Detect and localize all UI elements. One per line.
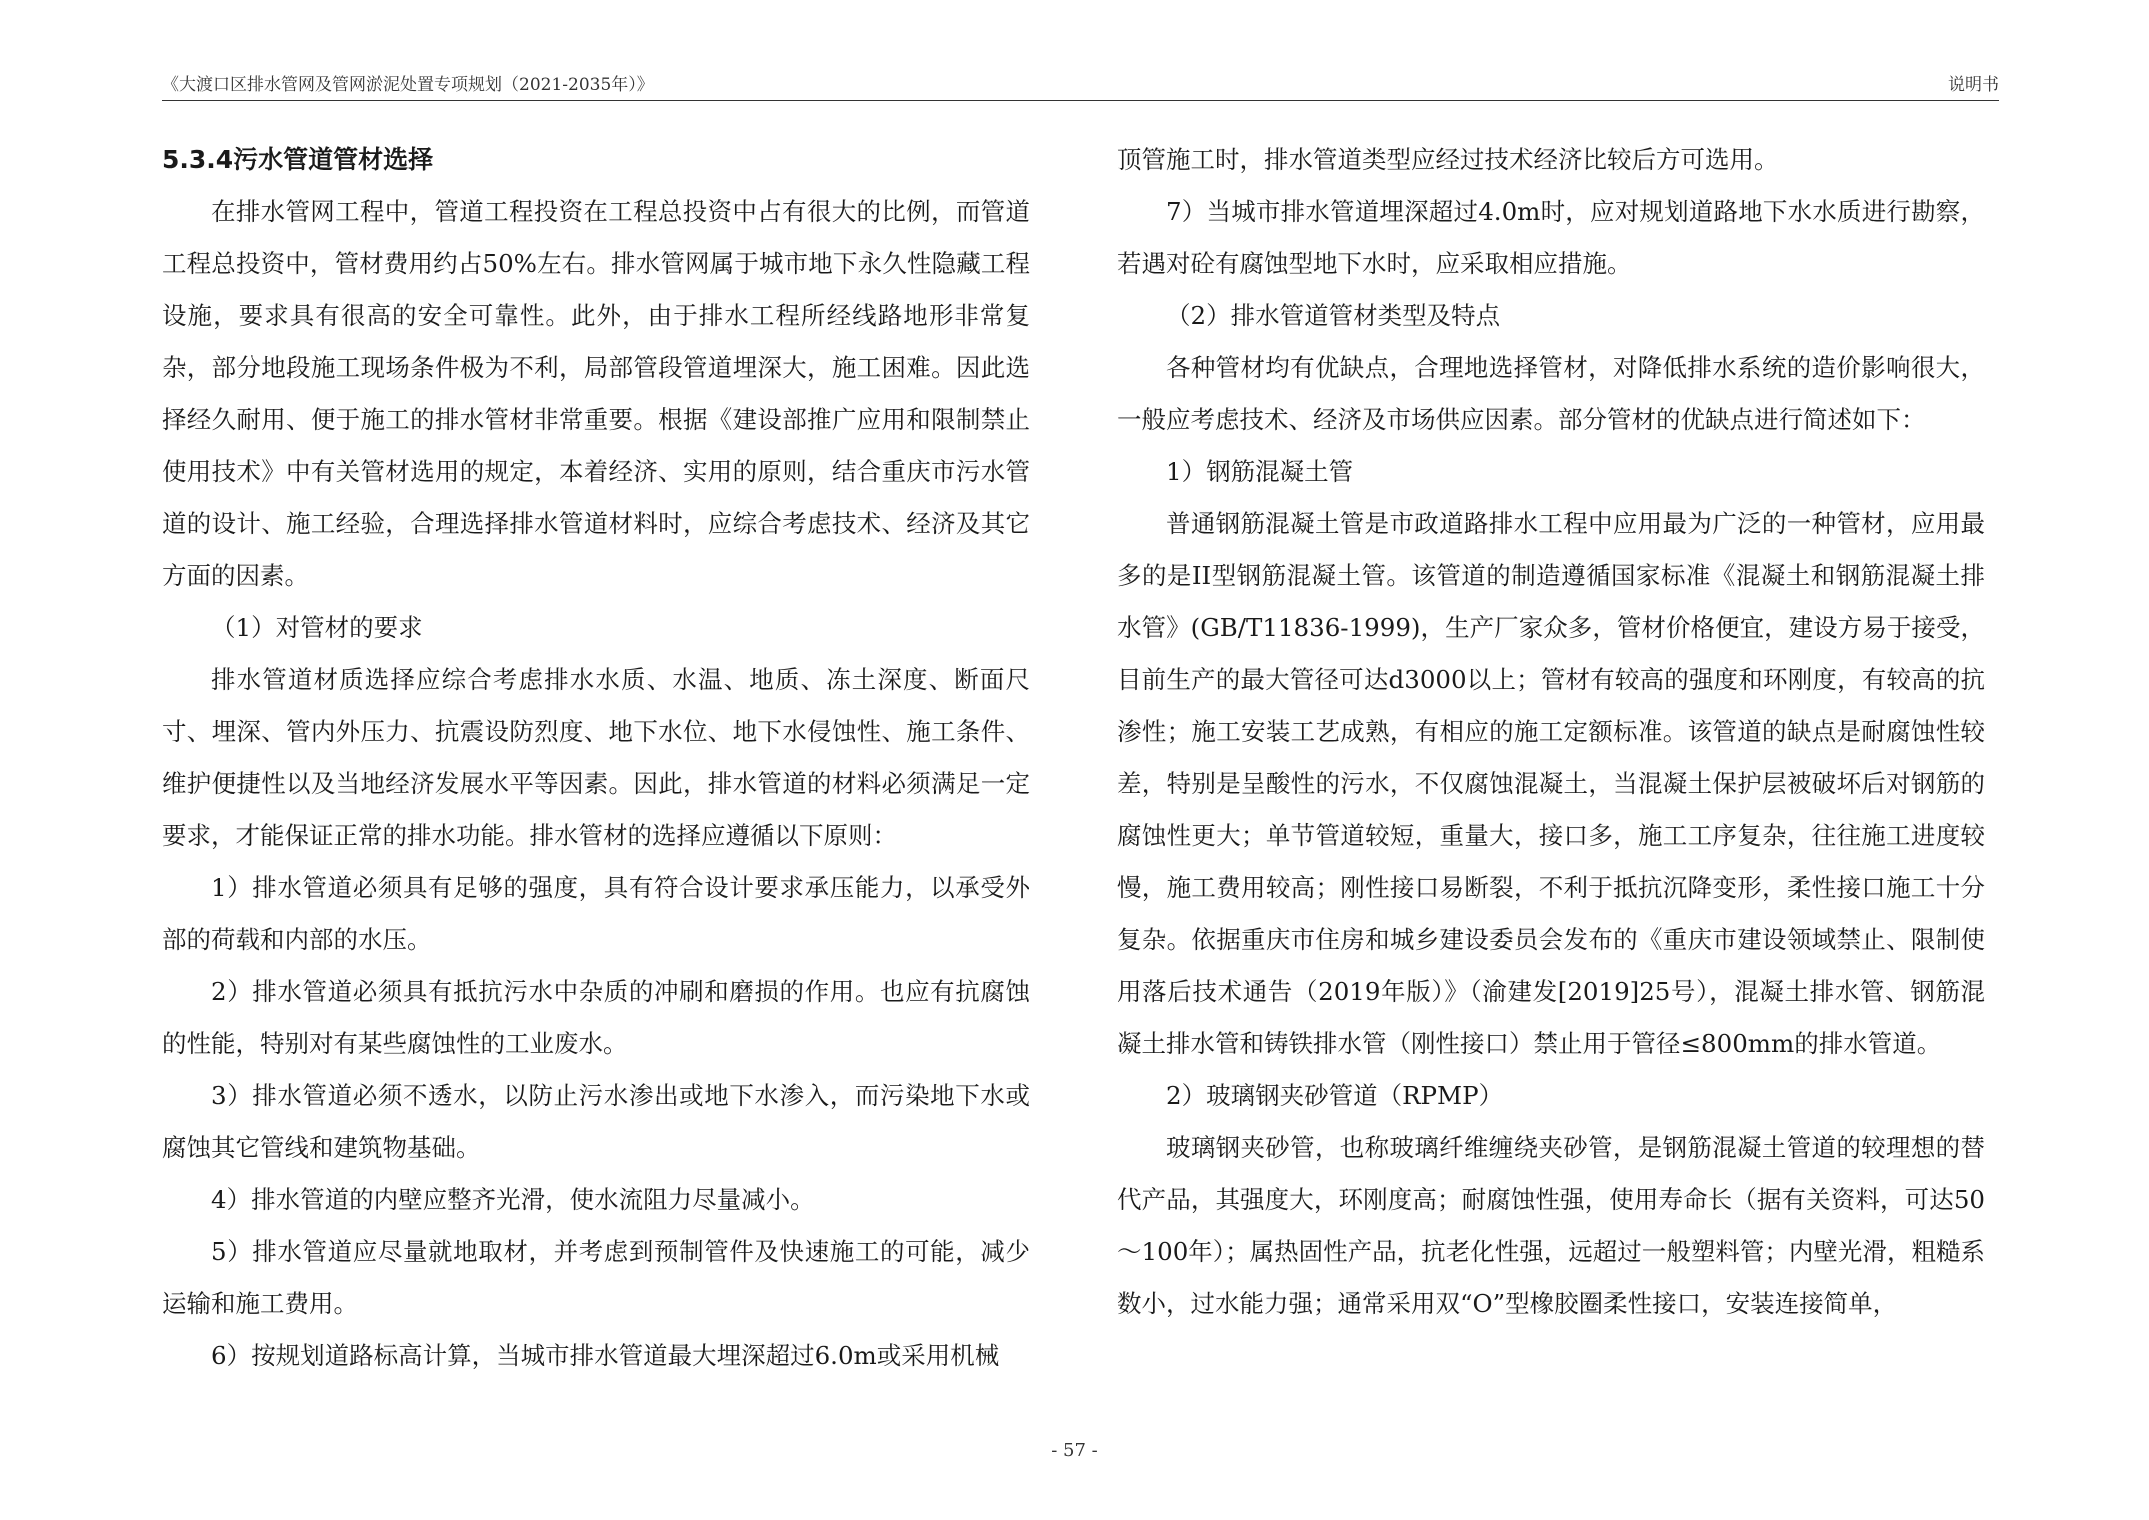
- list-item: 3）排水管道必须不透水，以防止污水渗出或地下水渗入，而污染地下水或腐蚀其它管线和建筑物基础。: [162, 1081, 1030, 1162]
- subheading: 2）玻璃钢夹砂管道（RPMP）: [1166, 1081, 1504, 1110]
- left-column: [162, 134, 1030, 1382]
- paragraph: 顶管施工时，排水管道类型应经过技术经济比较后方可选用。: [1117, 145, 1779, 174]
- subheading: （1）对管材的要求: [211, 613, 423, 642]
- paragraph: 玻璃钢夹砂管，也称玻璃纤维缠绕夹砂管，是钢筋混凝土管道的较理想的替代产品，其强度大，环刚度高；耐腐蚀性强，使用寿命长（据有关资料，可达50～100年）；属热固性产品，抗老化性强，远超过一般塑料管；内壁光滑，粗糙系数小，过水能力强；通常采用双“O”型橡胶圈柔性接口，安装连接简单，: [1117, 1133, 1985, 1318]
- header-title: 《大渡口区排水管网及管网淤泥处置专项规划（2021-2035年）》: [162, 75, 654, 95]
- paragraph: 普通钢筋混凝土管是市政道路排水工程中应用最为广泛的一种管材，应用最多的是II型钢筋混凝土管。该管道的制造遵循国家标准《混凝土和钢筋混凝土排水管》(GB/T11836-1999)，生产厂家众多，管材价格便宜，建设方易于接受，目前生产的最大管径可达d3000以上；管材有较高的强度和环刚度，有较高的抗渗性；施工安装工艺成熟，有相应的施工定额标准。该管道的缺点是耐腐蚀性较差，特别是呈酸性的污水，不仅腐蚀混凝土，当混凝土保护层被破坏后对钢筋的腐蚀性更大；单节管道较短，重量大，接口多，施工工序复杂，往往施工进度较慢，施工费用较高；刚性接口易断裂，不利于抵抗沉降变形，柔性接口施工十分复杂。依据重庆市住房和城乡建设委员会发布的《重庆市建设领域禁止、限制使用落后技术通告（2019年版）》（渝建发[2019]25号），混凝土排水管、钢筋混凝土排水管和铸铁排水管（刚性接口）禁止用于管径≤800mm的排水管道。: [1117, 509, 1985, 1058]
- list-item: 1）排水管道必须具有足够的强度，具有符合设计要求承压能力，以承受外部的荷载和内部的水压。: [162, 873, 1030, 954]
- subheading: （2）排水管道管材类型及特点: [1166, 301, 1501, 330]
- section-title: 5.3.4污水管道管材选择: [162, 145, 434, 174]
- subheading: 1）钢筋混凝土管: [1166, 457, 1354, 486]
- paragraph: 各种管材均有优缺点，合理地选择管材，对降低排水系统的造价影响很大，一般应考虑技术、经济及市场供应因素。部分管材的优缺点进行简述如下：: [1117, 353, 1985, 434]
- page-header: [162, 74, 1999, 101]
- header-doc-type: 说明书: [1948, 75, 1999, 95]
- list-item: 7）当城市排水管道埋深超过4.0m时，应对规划道路地下水水质进行勘察，若遇对砼有腐蚀型地下水时，应采取相应措施。: [1117, 197, 1985, 278]
- page-number: - 57 -: [1051, 1440, 1098, 1461]
- paragraph: 排水管道材质选择应综合考虑排水水质、水温、地质、冻土深度、断面尺寸、埋深、管内外压力、抗震设防烈度、地下水位、地下水侵蚀性、施工条件、维护便捷性以及当地经济发展水平等因素。因此，排水管道的材料必须满足一定要求，才能保证正常的排水功能。排水管材的选择应遵循以下原则：: [162, 665, 1030, 850]
- list-item: 4）排水管道的内壁应整齐光滑，使水流阻力尽量减小。: [211, 1185, 815, 1214]
- paragraph: 在排水管网工程中，管道工程投资在工程总投资中占有很大的比例，而管道工程总投资中，管材费用约占50%左右。排水管网属于城市地下永久性隐藏工程设施，要求具有很高的安全可靠性。此外，由于排水工程所经线路地形非常复杂，部分地段施工现场条件极为不利，局部管段管道埋深大，施工困难。因此选择经久耐用、便于施工的排水管材非常重要。根据《建设部推广应用和限制禁止使用技术》中有关管材选用的规定，本着经济、实用的原则，结合重庆市污水管道的设计、施工经验，合理选择排水管道材料时，应综合考虑技术、经济及其它方面的因素。: [162, 197, 1030, 590]
- list-item: 6）按规划道路标高计算，当城市排水管道最大埋深超过6.0m或采用机械: [211, 1341, 1000, 1370]
- list-item: 2）排水管道必须具有抵抗污水中杂质的冲刷和磨损的作用。也应有抗腐蚀的性能，特别对有某些腐蚀性的工业废水。: [162, 977, 1030, 1058]
- list-item: 5）排水管道应尽量就地取材，并考虑到预制管件及快速施工的可能，减少运输和施工费用。: [162, 1237, 1030, 1318]
- right-column: [1117, 134, 1985, 1330]
